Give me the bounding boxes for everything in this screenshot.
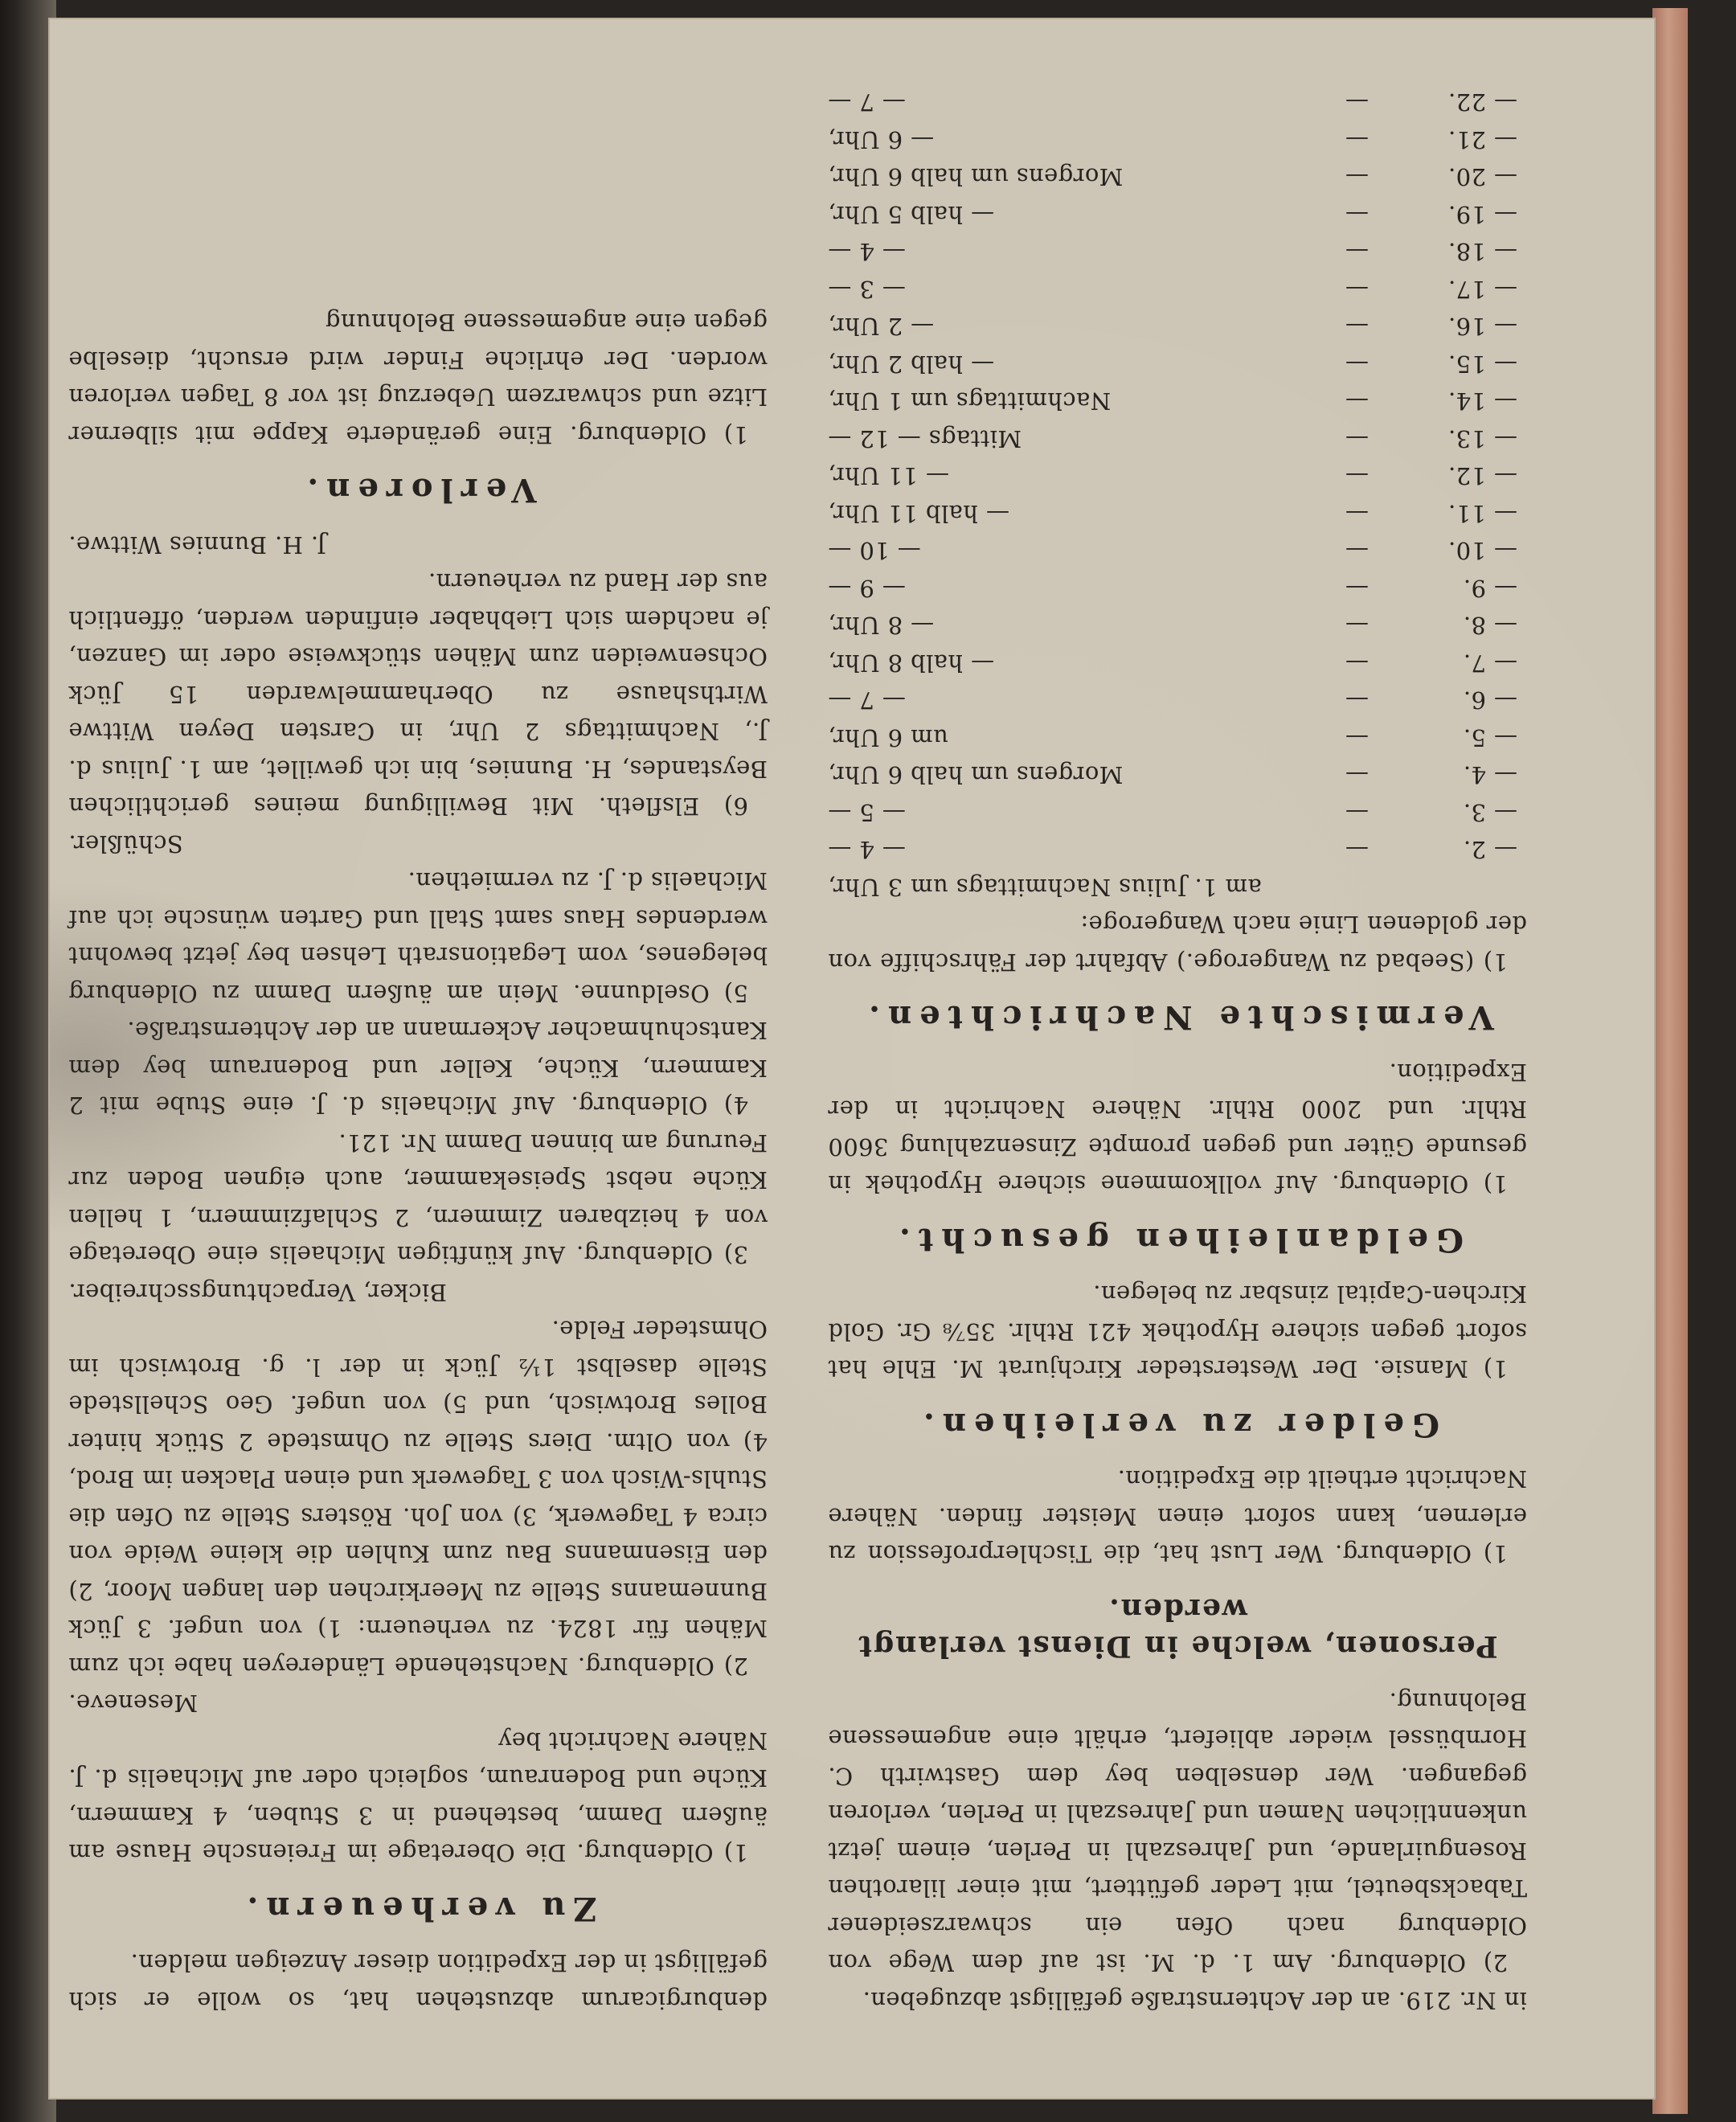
timetable-time: — 2 Uhr, bbox=[828, 313, 935, 341]
timetable-ditto-mark: — bbox=[1345, 799, 1369, 826]
timetable-day: — 9. bbox=[1463, 575, 1517, 602]
timetable-ditto-mark: — bbox=[1345, 313, 1369, 341]
timetable-row bbox=[828, 346, 1527, 383]
timetable-day: — 5. bbox=[1463, 724, 1517, 752]
heading-gelder-verleihen: Gelder zu verleihen. bbox=[915, 1406, 1440, 1444]
notice-1-signature: Meseneve. bbox=[68, 1690, 199, 1718]
timetable-day: — 11. bbox=[1447, 500, 1517, 527]
timetable-ditto-mark: — bbox=[1345, 500, 1369, 527]
timetable-row bbox=[828, 794, 1527, 832]
heading-personen: Personen, welche in Dienst verlangt werden. bbox=[857, 1592, 1498, 1664]
timetable-time: — 4 — bbox=[828, 836, 906, 864]
notice-2-signature: Bicker, Verpachtungsschreiber. bbox=[68, 1279, 447, 1306]
notice-5-signature: Schüßler. bbox=[68, 830, 183, 858]
timetable-day: — 4. bbox=[1463, 761, 1517, 789]
timetable-ditto-mark: — bbox=[1345, 163, 1369, 191]
notice-2: 2) Oldenburg. Nachstehende Ländereyen habe ich zum Mähen für 1824. zu verheuern: 1) von ungef. 3 Jück Bunnemanns Stelle zu Meerkirchen den langen Moor, 2) den Eisenmanns Bau zum Kuhlen die kleine Weide von circa 4 Tagewerk, 3) von Joh. Rösters Stelle zu Ofen die Stuhls-Wisch von 3 Tagewerk und einen Placken im Brod, 4) von Oltm. Diers Stelle zu Ohmstede 2 Stück hinter Bolles Brotwisch, und 5) von ungef. Geo Schellstede Stelle daselbst 1½ Jück in der l. g. Brotwisch im Ohmsteder Felde. bbox=[68, 1316, 768, 1680]
timetable-day: — 12. bbox=[1447, 462, 1517, 490]
notice-lost-2: 2) Oldenburg. Am 1. d. M. ist auf dem Wege von Oldenburg nach Ofen ein schwarzseidener Tabacksbeutel, mit Leder gefüttert, mit einer lilarothen Rosenguirlande, und Jahreszahl in Perlen, einem jetzt unkenntlichen Namen und Jahreszahl in Perlen, verloren gegangen. Wer denselben bey dem Gastwirth C. Hornbüssel wieder abliefert, erhält eine angemessene Belohnung. bbox=[828, 1688, 1527, 1977]
timetable-day: — 14. bbox=[1447, 387, 1517, 416]
notice-seebad: 1) (Seebad zu Wangeroge.) Abfahrt der Fährschiffe von der goldenen Linie nach Wangeroge: bbox=[828, 911, 1527, 976]
timetable-day: — 15. bbox=[1447, 350, 1517, 378]
timetable-time: — 7 — bbox=[828, 88, 906, 117]
timetable-day: — 18. bbox=[1447, 238, 1517, 266]
timetable-ditto-mark: — bbox=[1345, 276, 1369, 303]
timetable-ditto-mark: — bbox=[1345, 350, 1369, 378]
timetable-day: — 7. bbox=[1463, 649, 1517, 677]
timetable-row bbox=[828, 233, 1527, 271]
timetable-time: — halb 5 Uhr, bbox=[828, 201, 995, 228]
timetable-row bbox=[828, 308, 1527, 346]
timetable-row bbox=[828, 383, 1527, 420]
left-column bbox=[68, 304, 768, 2019]
timetable-row bbox=[828, 158, 1527, 196]
timetable-ditto-mark: — bbox=[1345, 88, 1369, 117]
notice-gelder: 1) Mansie. Der Westersteder Kirchjurat M. Ehle hat sofort gegen sichere Hypothek 421 Rthlr. 35⅞ Gr. Gold Kirchen-Capital zinsbar zu belegen. bbox=[828, 1280, 1527, 1383]
right-column bbox=[828, 84, 1527, 2019]
timetable-ditto-mark: — bbox=[1345, 724, 1369, 752]
timetable-time: — halb 2 Uhr, bbox=[828, 350, 995, 378]
timetable-time: Nachmittags um 1 Uhr, bbox=[828, 387, 1112, 416]
timetable-row bbox=[828, 84, 1527, 121]
timetable-row bbox=[828, 420, 1527, 458]
timetable-ditto-mark: — bbox=[1345, 836, 1369, 864]
timetable-ditto-mark: — bbox=[1345, 201, 1369, 228]
timetable-first-row: am 1. Julius Nachmittags um 3 Uhr, bbox=[828, 874, 1262, 901]
timetable-day: — 3. bbox=[1463, 799, 1517, 826]
timetable-ditto-mark: — bbox=[1345, 387, 1369, 416]
intro-text: denburgicarum abzustehen hat, so wolle er sich gefälligst in der Expedition dieser Anzeigen melden. bbox=[68, 1949, 768, 2014]
heading-geldanleihen: Geldanleihen gesucht. bbox=[891, 1221, 1464, 1259]
timetable-time: Mittags — 12 — bbox=[828, 425, 1022, 453]
timetable-ditto-mark: — bbox=[1345, 761, 1369, 789]
timetable-day: — 19. bbox=[1447, 201, 1517, 228]
notice-3: 3) Oldenburg. Auf künftigen Michaelis eine Oberetage von 4 heizbaren Zimmern, 2 Schlafzimmern, 1 hellen Küche nebst Speisekammer, auch eignen Boden zur Feurung am binnen Damm Nr. 121. bbox=[68, 1129, 768, 1269]
timetable-day: — 13. bbox=[1447, 425, 1517, 453]
timetable-ditto-mark: — bbox=[1345, 425, 1369, 453]
notice-geldanleihen: 1) Oldenburg. Auf vollkommene sichere Hypothek in gesunde Güter und gegen prompte Zinsenzahlung 3600 Rthlr. und 2000 Rthlr. Nähere Nachricht in der Expedition. bbox=[828, 1059, 1527, 1198]
notice-6-signature: J. H. Bunnies Wittwe. bbox=[68, 531, 326, 559]
timetable-row bbox=[828, 682, 1527, 719]
timetable-row bbox=[828, 495, 1527, 533]
timetable-day: — 21. bbox=[1447, 126, 1517, 154]
timetable-row bbox=[828, 570, 1527, 608]
timetable-time: um 6 Uhr, bbox=[828, 724, 948, 752]
ferry-timetable bbox=[828, 84, 1527, 869]
timetable-row bbox=[828, 719, 1527, 757]
timetable-day: — 8. bbox=[1463, 612, 1517, 640]
notice-personen: 1) Oldenburg. Wer Lust hat, die Tischlerprofession zu erlernen, kann sofort einen Meister finden. Nähere Nachricht ertheilt die Expedition. bbox=[828, 1465, 1527, 1568]
timetable-row bbox=[828, 196, 1527, 234]
timetable-day: — 22. bbox=[1447, 88, 1517, 117]
heading-zu-verheuern: Zu verheuern. bbox=[239, 1890, 597, 1927]
timetable-time: — 4 — bbox=[828, 238, 906, 266]
continued-text: in Nr. 219. an der Achternstraße gefälligst abzugeben. bbox=[862, 1987, 1527, 2014]
timetable-time: — 3 — bbox=[828, 276, 906, 303]
timetable-ditto-mark: — bbox=[1345, 126, 1369, 154]
timetable-ditto-mark: — bbox=[1345, 575, 1369, 602]
timetable-time: — halb 8 Uhr, bbox=[828, 649, 995, 677]
timetable-day: — 2. bbox=[1463, 836, 1517, 864]
timetable-day: — 6. bbox=[1463, 686, 1517, 715]
timetable-ditto-mark: — bbox=[1345, 537, 1369, 565]
timetable-row bbox=[828, 645, 1527, 682]
notice-1: 1) Oldenburg. Die Oberetage im Freiensche Hause am äußern Damm, bestehend in 3 Stuben, 4 Kammern, Küche und Bodenraum, sogleich oder auf Michaelis d. J. Nähere Nachricht bey bbox=[68, 1727, 768, 1867]
timetable-time: Morgens um halb 6 Uhr, bbox=[828, 163, 1124, 191]
timetable-row bbox=[828, 532, 1527, 570]
timetable-day: — 16. bbox=[1447, 313, 1517, 341]
newspaper-page bbox=[48, 18, 1656, 2099]
timetable-row bbox=[828, 457, 1527, 495]
timetable-day: — 10. bbox=[1447, 537, 1517, 565]
timetable-row bbox=[828, 607, 1527, 645]
timetable-ditto-mark: — bbox=[1345, 649, 1369, 677]
timetable-row bbox=[828, 831, 1527, 869]
timetable-ditto-mark: — bbox=[1345, 686, 1369, 715]
timetable-time: — 5 — bbox=[828, 799, 906, 826]
heading-verloren: Verloren. bbox=[299, 471, 537, 510]
timetable-day: — 20. bbox=[1447, 163, 1517, 191]
timetable-time: Morgens um halb 6 Uhr, bbox=[828, 761, 1124, 789]
timetable-row bbox=[828, 756, 1527, 794]
notice-4: 4) Oldenburg. Auf Michaelis d. J. eine Stube mit 2 Kammern, Küche, Keller und Bodenraum bey dem Kantschuhmacher Ackermann an der Achternstraße. bbox=[68, 1017, 768, 1120]
page-edge bbox=[1652, 8, 1688, 2114]
timetable-day: — 17. bbox=[1447, 276, 1517, 303]
notice-5: 5) Oseldunne. Mein am äußern Damm zu Oldenburg belegenes, vom Legationsrath Lehsen bey jetzt bewohnt werdendes Haus samt Stall und Garten wünsche ich auf Michaelis d. J. zu vermiethen. bbox=[68, 867, 768, 1007]
timetable-row bbox=[828, 121, 1527, 159]
notice-lost-1: 1) Oldenburg. Eine geränderte Kappe mit silberner Litze und schwarzem Ueberzug ist vor 8 Tagen verloren worden. Der ehrliche Finder wird ersucht, dieselbe gegen eine angemessene Belohnung bbox=[68, 309, 768, 449]
timetable-ditto-mark: — bbox=[1345, 612, 1369, 640]
timetable-time: — 10 — bbox=[828, 537, 921, 565]
notice-6: 6) Elsfleth. Mit Bewilligung meines gerichtlichen Beystandes, H. Bunnies, bin ich gewillet, am 1. Julius d. J., Nachmittags 2 Uhr, in Carsten Deyen Wittwe Wirthshause zu Oberhammelwarden 15 Jück Ochsenweiden zum Mähen stückweise oder im Ganzen, je nachdem sich Liebhaber einfinden werden, öffentlich aus der Hand zu verheuern. bbox=[68, 568, 768, 821]
timetable-time: — 11 Uhr, bbox=[828, 462, 949, 490]
timetable-row bbox=[828, 271, 1527, 309]
timetable-time: — 9 — bbox=[828, 575, 906, 602]
timetable-time: — 6 Uhr, bbox=[828, 126, 935, 154]
timetable-ditto-mark: — bbox=[1345, 238, 1369, 266]
timetable-time: — halb 11 Uhr, bbox=[828, 500, 1009, 527]
timetable-time: — 7 — bbox=[828, 686, 906, 715]
timetable-time: — 8 Uhr, bbox=[828, 612, 935, 640]
heading-vermischte: Vermischte Nachrichten. bbox=[861, 998, 1494, 1037]
timetable-ditto-mark: — bbox=[1345, 462, 1369, 490]
